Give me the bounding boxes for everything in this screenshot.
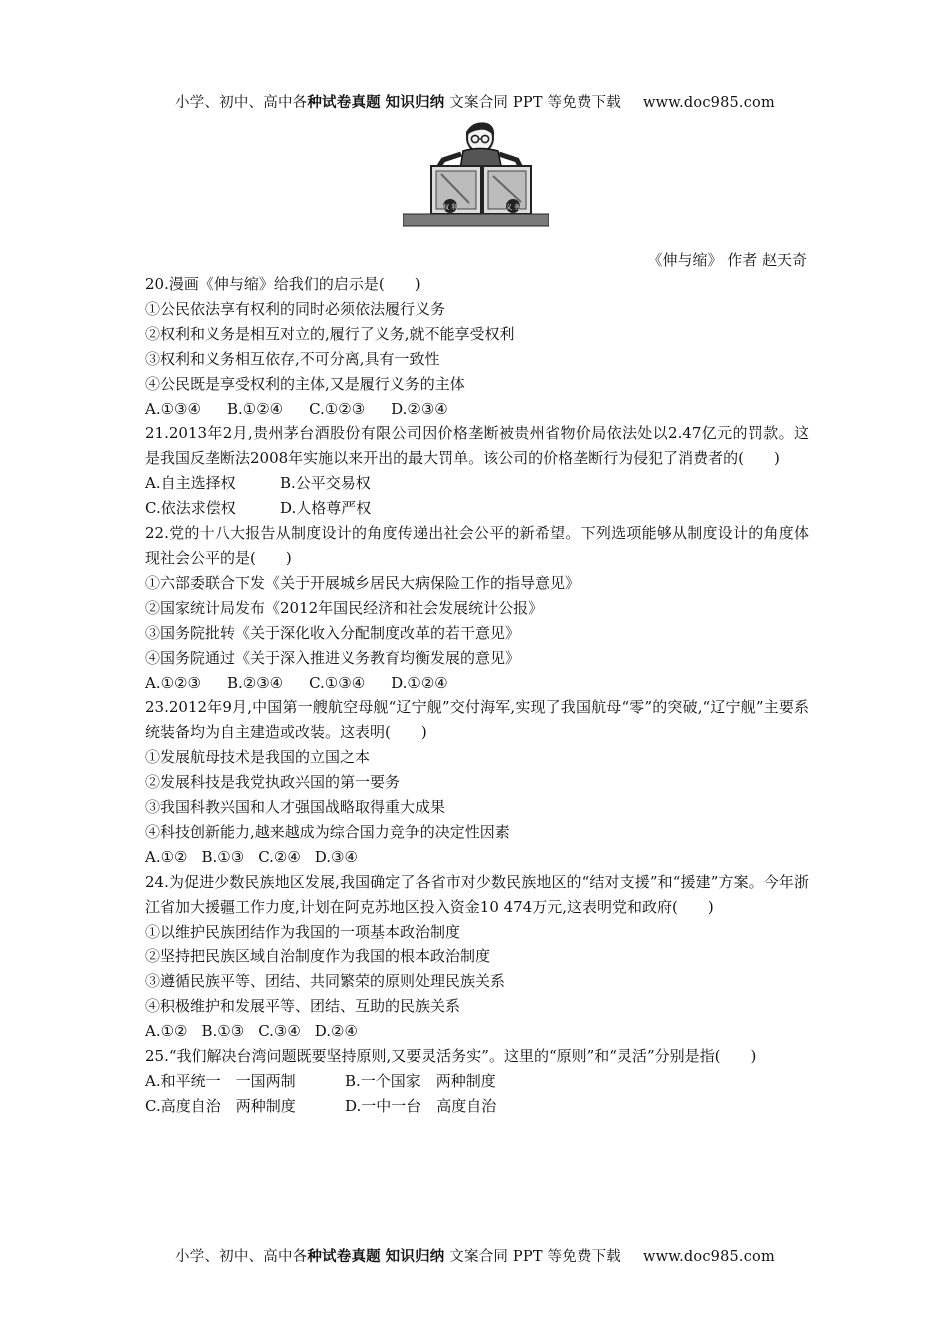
question-23-item: ②发展科技是我党执政兴国的第一要务 — [145, 773, 401, 792]
question-23-item: ③我国科教兴国和人才强国战略取得重大成果 — [145, 798, 446, 817]
option-d: D.③④ — [314, 847, 358, 866]
option-a: A.①② — [145, 1022, 188, 1041]
option-c: C.高度自治 两种制度 — [145, 1096, 296, 1115]
question-list — [145, 272, 809, 1119]
question-25-stem: 25.“我们解决台湾问题既要坚持原则,又要灵活务实”。这里的“原则”和“灵活”分别是指( ) — [145, 1047, 757, 1066]
question-22-options — [145, 671, 809, 696]
question-24-options — [145, 1019, 809, 1044]
option-a: A.①③④ — [145, 399, 201, 418]
rights-label: 权 利 — [442, 203, 458, 211]
question-20-item: ③权利和义务相互依存,不可分离,具有一致性 — [145, 349, 440, 368]
footer-prefix: 小学、初中、高中各 — [175, 1249, 308, 1265]
question-21-options-row-1 — [145, 471, 809, 496]
question-24-item: ②坚持把民族区域自治制度作为我国的根本政治制度 — [145, 947, 491, 966]
option-b: B.①③ — [201, 1022, 245, 1041]
question-24-item: ①以维护民族团结作为我国的一项基本政治制度 — [145, 922, 461, 941]
cartoon-caption: 《伸与缩》 作者 赵天奇 — [647, 251, 807, 269]
option-c: C.①②③ — [309, 399, 366, 418]
question-24-item: ④积极维护和发展平等、团结、互助的民族关系 — [145, 997, 461, 1016]
option-a: A.和平统一 一国两制 — [145, 1072, 296, 1090]
option-a: A.自主选择权 — [145, 474, 236, 493]
header-suffix: 文案合同 PPT 等免费下载 — [444, 95, 621, 111]
option-c: C.②④ — [258, 847, 301, 866]
question-22-item: ④国务院通过《关于深入推进义务教育均衡发展的意见》 — [145, 648, 521, 667]
header-site: www.doc985.com — [643, 95, 775, 111]
option-a: A.①②③ — [145, 673, 201, 692]
page-footer — [0, 1245, 950, 1266]
question-22-stem: 22.党的十八大报告从制度设计的角度传递出社会公平的新希望。下列选项能够从制度设计的角度体现社会公平的是( ) — [145, 524, 809, 567]
option-c: C.依法求偿权 — [145, 499, 236, 518]
box-rights — [431, 166, 481, 214]
question-25-options-row-1 — [145, 1069, 809, 1094]
option-b: B.一个国家 两种制度 — [345, 1072, 496, 1090]
option-d: D.②③④ — [391, 399, 448, 418]
question-22-item: ③国务院批转《关于深化收入分配制度改革的若干意见》 — [145, 623, 521, 642]
question-21-stem: 21.2013年2月,贵州茅台酒股份有限公司因价格垄断被贵州省物价局依法处以2.47亿元的罚款。这是我国反垄断法2008年实施以来开出的最大罚单。该公司的价格垄断行为侵犯了消费者的( ) — [145, 424, 809, 468]
question-21-options-row-2 — [145, 496, 809, 521]
footer-suffix: 文案合同 PPT 等免费下载 — [444, 1249, 621, 1265]
option-b: B.公平交易权 — [280, 474, 371, 493]
box-duties — [483, 166, 531, 214]
footer-bold-1: 种试卷真题 — [307, 1248, 381, 1265]
question-24-item: ③遵循民族平等、团结、共同繁荣的原则处理民族关系 — [145, 972, 506, 991]
question-20-item: ④公民既是享受权利的主体,又是履行义务的主体 — [145, 374, 465, 393]
option-b: B.①②④ — [226, 399, 284, 418]
cartoon-illustration — [403, 118, 549, 228]
duties-label: 义 务 — [505, 203, 521, 211]
option-d: D.①②④ — [391, 673, 448, 692]
question-22-item: ②国家统计局发布《2012年国民经济和社会发展统计公报》 — [145, 598, 544, 617]
question-23-options — [145, 845, 809, 870]
option-b: B.①③ — [201, 847, 245, 866]
cartoon-base — [403, 214, 549, 226]
question-22-item: ①六部委联合下发《关于开展城乡居民大病保险工作的指导意见》 — [145, 573, 581, 592]
footer-site: www.doc985.com — [643, 1249, 775, 1265]
question-23-item: ④科技创新能力,越来越成为综合国力竞争的决定性因素 — [145, 822, 510, 841]
header-bold-1: 种试卷真题 — [307, 94, 381, 111]
header-bold-2: 知识归纳 — [385, 94, 445, 111]
option-c: C.③④ — [258, 1022, 301, 1041]
option-c: C.①③④ — [309, 673, 366, 692]
page-header — [0, 91, 950, 112]
option-a: A.①② — [145, 847, 188, 866]
question-23-item: ①发展航母技术是我国的立国之本 — [145, 748, 371, 767]
option-b: B.②③④ — [226, 673, 284, 692]
option-d: D.一中一台 高度自治 — [345, 1096, 497, 1115]
question-20-item: ①公民依法享有权利的同时必须依法履行义务 — [145, 299, 446, 318]
question-20-stem: 20.漫画《伸与缩》给我们的启示是( ) — [145, 275, 421, 293]
question-20-item: ②权利和义务是相互对立的,履行了义务,就不能享受权利 — [145, 324, 515, 343]
footer-bold-2: 知识归纳 — [385, 1248, 445, 1265]
question-24-stem: 24.为促进少数民族地区发展,我国确定了各省市对少数民族地区的“结对支援”和“援建”方案。今年浙江省加大援疆工作力度,计划在阿克苏地区投入资金10 474万元,这表明党和政府( ) — [145, 872, 809, 916]
question-23-stem: 23.2012年9月,中国第一艘航空母舰“辽宁舰”交付海军,实现了我国航母“零”的突破,“辽宁舰”主要系统装备均为自主建造或改装。这表明( ) — [145, 698, 809, 742]
option-d: D.②④ — [314, 1022, 358, 1041]
option-d: D.人格尊严权 — [280, 499, 372, 518]
question-25-options-row-2 — [145, 1094, 809, 1119]
header-prefix: 小学、初中、高中各 — [175, 95, 308, 111]
question-20-options — [145, 397, 809, 422]
